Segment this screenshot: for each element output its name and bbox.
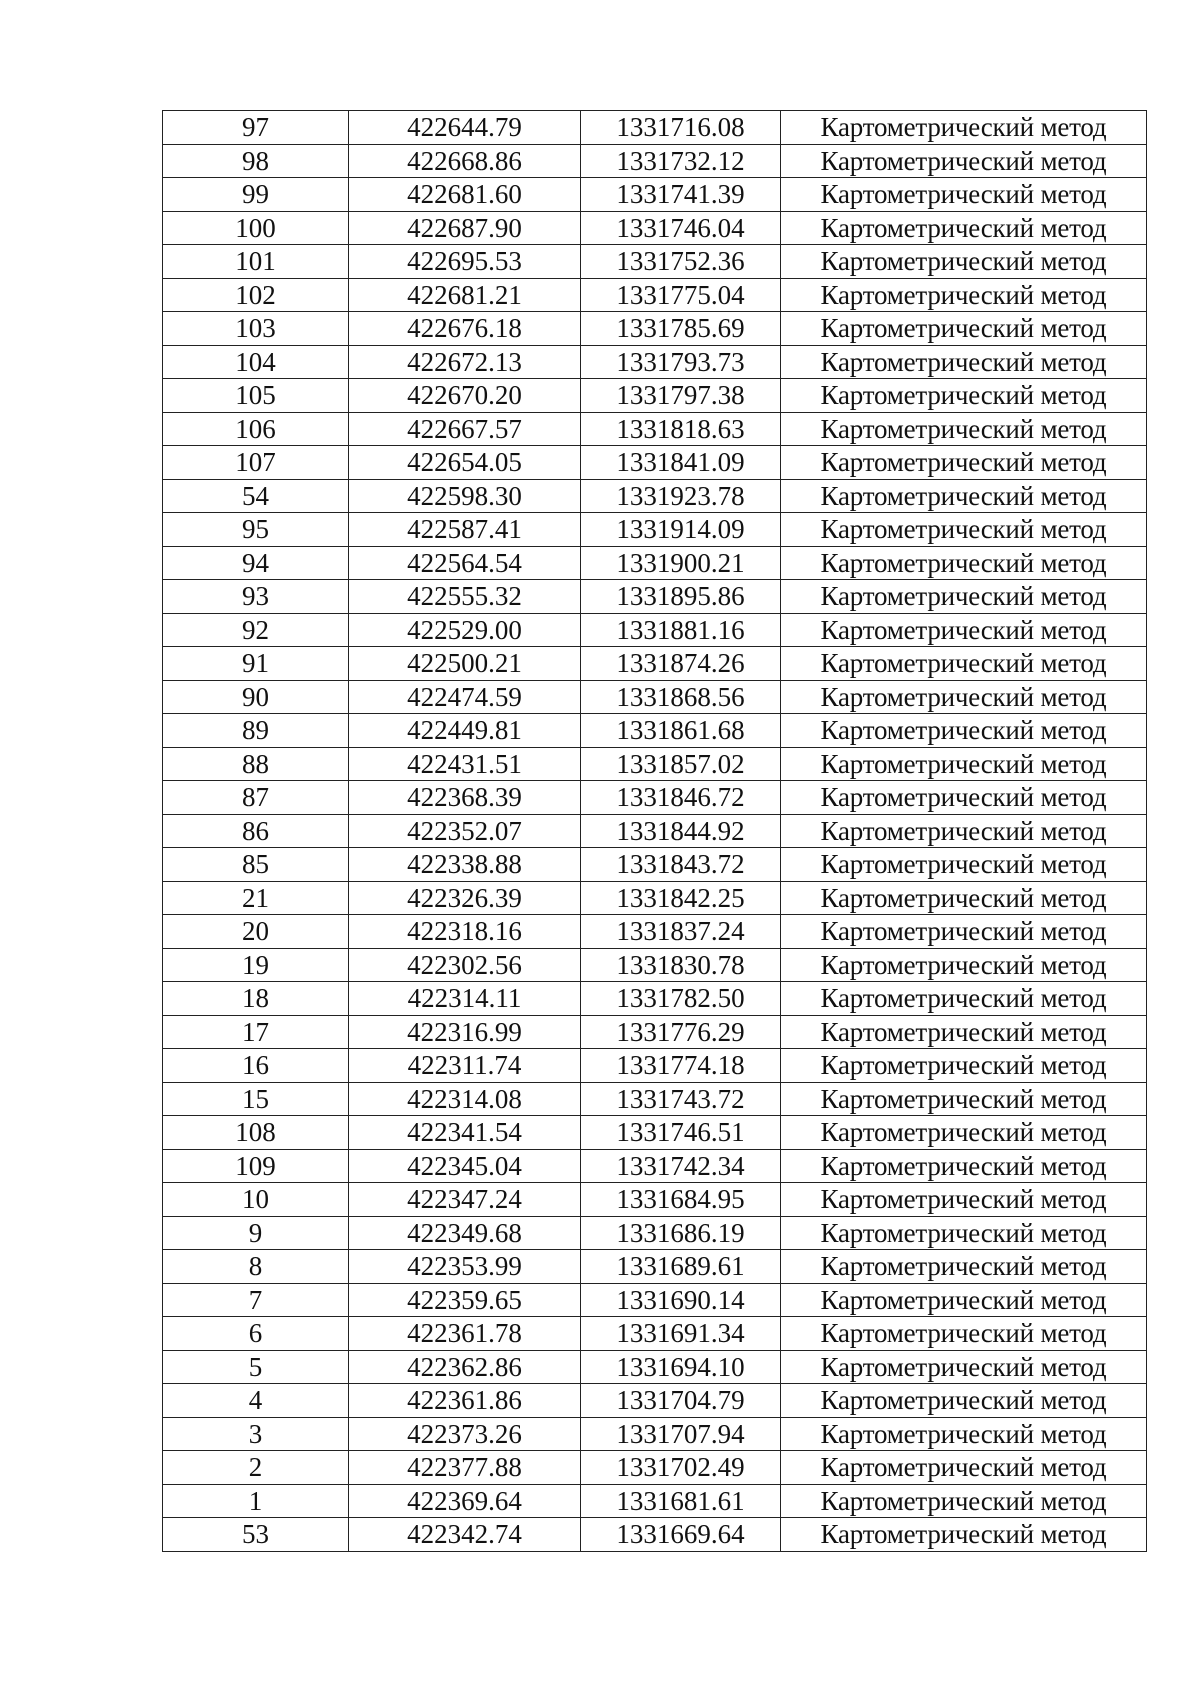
x-coordinate-cell: 422349.68 — [349, 1216, 581, 1250]
x-coordinate-cell: 422672.13 — [349, 345, 581, 379]
y-coordinate-cell: 1331746.51 — [581, 1116, 781, 1150]
point-number-cell: 102 — [163, 278, 349, 312]
method-cell: Картометрический метод — [781, 1250, 1147, 1284]
point-number-cell: 97 — [163, 111, 349, 145]
x-coordinate-cell: 422314.08 — [349, 1082, 581, 1116]
y-coordinate-cell: 1331793.73 — [581, 345, 781, 379]
table-row — [163, 1015, 1147, 1049]
x-coordinate-cell: 422361.78 — [349, 1317, 581, 1351]
point-number-cell: 86 — [163, 814, 349, 848]
x-coordinate-cell: 422352.07 — [349, 814, 581, 848]
x-coordinate-cell: 422654.05 — [349, 446, 581, 480]
point-number-cell: 93 — [163, 580, 349, 614]
x-coordinate-cell: 422670.20 — [349, 379, 581, 413]
point-number-cell: 9 — [163, 1216, 349, 1250]
table-row — [163, 1049, 1147, 1083]
method-cell: Картометрический метод — [781, 111, 1147, 145]
point-number-cell: 100 — [163, 211, 349, 245]
x-coordinate-cell: 422361.86 — [349, 1384, 581, 1418]
point-number-cell: 109 — [163, 1149, 349, 1183]
x-coordinate-cell: 422564.54 — [349, 546, 581, 580]
table-row — [163, 1451, 1147, 1485]
table-row — [163, 111, 1147, 145]
method-cell: Картометрический метод — [781, 379, 1147, 413]
y-coordinate-cell: 1331775.04 — [581, 278, 781, 312]
x-coordinate-cell: 422676.18 — [349, 312, 581, 346]
point-number-cell: 15 — [163, 1082, 349, 1116]
table-row — [163, 446, 1147, 480]
table-row — [163, 747, 1147, 781]
table-row — [163, 580, 1147, 614]
method-cell: Картометрический метод — [781, 1417, 1147, 1451]
method-cell: Картометрический метод — [781, 278, 1147, 312]
method-cell: Картометрический метод — [781, 345, 1147, 379]
method-cell: Картометрический метод — [781, 814, 1147, 848]
point-number-cell: 1 — [163, 1484, 349, 1518]
table-row — [163, 412, 1147, 446]
method-cell: Картометрический метод — [781, 211, 1147, 245]
point-number-cell: 2 — [163, 1451, 349, 1485]
method-cell: Картометрический метод — [781, 680, 1147, 714]
y-coordinate-cell: 1331844.92 — [581, 814, 781, 848]
y-coordinate-cell: 1331923.78 — [581, 479, 781, 513]
table-row — [163, 948, 1147, 982]
y-coordinate-cell: 1331684.95 — [581, 1183, 781, 1217]
point-number-cell: 103 — [163, 312, 349, 346]
method-cell: Картометрический метод — [781, 1116, 1147, 1150]
y-coordinate-cell: 1331842.25 — [581, 881, 781, 915]
method-cell: Картометрический метод — [781, 513, 1147, 547]
table-row — [163, 1283, 1147, 1317]
x-coordinate-cell: 422681.21 — [349, 278, 581, 312]
method-cell: Картометрический метод — [781, 1049, 1147, 1083]
method-cell: Картометрический метод — [781, 1518, 1147, 1552]
y-coordinate-cell: 1331741.39 — [581, 178, 781, 212]
x-coordinate-cell: 422362.86 — [349, 1350, 581, 1384]
table-row — [163, 1216, 1147, 1250]
table-row — [163, 144, 1147, 178]
method-cell: Картометрический метод — [781, 580, 1147, 614]
x-coordinate-cell: 422500.21 — [349, 647, 581, 681]
method-cell: Картометрический метод — [781, 412, 1147, 446]
y-coordinate-cell: 1331868.56 — [581, 680, 781, 714]
x-coordinate-cell: 422359.65 — [349, 1283, 581, 1317]
table-row — [163, 178, 1147, 212]
x-coordinate-cell: 422341.54 — [349, 1116, 581, 1150]
method-cell: Картометрический метод — [781, 1216, 1147, 1250]
x-coordinate-cell: 422347.24 — [349, 1183, 581, 1217]
method-cell: Картометрический метод — [781, 1384, 1147, 1418]
point-number-cell: 88 — [163, 747, 349, 781]
y-coordinate-cell: 1331686.19 — [581, 1216, 781, 1250]
y-coordinate-cell: 1331782.50 — [581, 982, 781, 1016]
x-coordinate-cell: 422345.04 — [349, 1149, 581, 1183]
point-number-cell: 89 — [163, 714, 349, 748]
point-number-cell: 5 — [163, 1350, 349, 1384]
y-coordinate-cell: 1331742.34 — [581, 1149, 781, 1183]
table-row — [163, 814, 1147, 848]
y-coordinate-cell: 1331776.29 — [581, 1015, 781, 1049]
x-coordinate-cell: 422474.59 — [349, 680, 581, 714]
method-cell: Картометрический метод — [781, 1350, 1147, 1384]
table-row — [163, 379, 1147, 413]
point-number-cell: 20 — [163, 915, 349, 949]
method-cell: Картометрический метод — [781, 948, 1147, 982]
point-number-cell: 104 — [163, 345, 349, 379]
method-cell: Картометрический метод — [781, 479, 1147, 513]
y-coordinate-cell: 1331857.02 — [581, 747, 781, 781]
table-row — [163, 1317, 1147, 1351]
point-number-cell: 18 — [163, 982, 349, 1016]
method-cell: Картометрический метод — [781, 1451, 1147, 1485]
table-row — [163, 1518, 1147, 1552]
table-row — [163, 479, 1147, 513]
point-number-cell: 105 — [163, 379, 349, 413]
point-number-cell: 85 — [163, 848, 349, 882]
x-coordinate-cell: 422314.11 — [349, 982, 581, 1016]
table-row — [163, 781, 1147, 815]
point-number-cell: 92 — [163, 613, 349, 647]
point-number-cell: 98 — [163, 144, 349, 178]
x-coordinate-cell: 422316.99 — [349, 1015, 581, 1049]
table-row — [163, 546, 1147, 580]
method-cell: Картометрический метод — [781, 178, 1147, 212]
point-number-cell: 19 — [163, 948, 349, 982]
method-cell: Картометрический метод — [781, 1317, 1147, 1351]
method-cell: Картометрический метод — [781, 915, 1147, 949]
y-coordinate-cell: 1331874.26 — [581, 647, 781, 681]
method-cell: Картометрический метод — [781, 1283, 1147, 1317]
x-coordinate-cell: 422431.51 — [349, 747, 581, 781]
point-number-cell: 6 — [163, 1317, 349, 1351]
y-coordinate-cell: 1331732.12 — [581, 144, 781, 178]
method-cell: Картометрический метод — [781, 613, 1147, 647]
method-cell: Картометрический метод — [781, 747, 1147, 781]
point-number-cell: 108 — [163, 1116, 349, 1150]
y-coordinate-cell: 1331843.72 — [581, 848, 781, 882]
y-coordinate-cell: 1331716.08 — [581, 111, 781, 145]
method-cell: Картометрический метод — [781, 1149, 1147, 1183]
method-cell: Картометрический метод — [781, 546, 1147, 580]
y-coordinate-cell: 1331746.04 — [581, 211, 781, 245]
table-row — [163, 915, 1147, 949]
table-row — [163, 211, 1147, 245]
y-coordinate-cell: 1331785.69 — [581, 312, 781, 346]
table-row — [163, 1250, 1147, 1284]
x-coordinate-cell: 422342.74 — [349, 1518, 581, 1552]
y-coordinate-cell: 1331681.61 — [581, 1484, 781, 1518]
method-cell: Картометрический метод — [781, 446, 1147, 480]
y-coordinate-cell: 1331743.72 — [581, 1082, 781, 1116]
method-cell: Картометрический метод — [781, 1015, 1147, 1049]
y-coordinate-cell: 1331818.63 — [581, 412, 781, 446]
x-coordinate-cell: 422668.86 — [349, 144, 581, 178]
x-coordinate-cell: 422302.56 — [349, 948, 581, 982]
x-coordinate-cell: 422369.64 — [349, 1484, 581, 1518]
y-coordinate-cell: 1331689.61 — [581, 1250, 781, 1284]
table-row — [163, 1417, 1147, 1451]
y-coordinate-cell: 1331830.78 — [581, 948, 781, 982]
coordinates-table — [162, 110, 1147, 1552]
y-coordinate-cell: 1331900.21 — [581, 546, 781, 580]
method-cell: Картометрический метод — [781, 245, 1147, 279]
point-number-cell: 54 — [163, 479, 349, 513]
coordinates-table-body — [163, 111, 1147, 1552]
method-cell: Картометрический метод — [781, 982, 1147, 1016]
y-coordinate-cell: 1331846.72 — [581, 781, 781, 815]
point-number-cell: 16 — [163, 1049, 349, 1083]
point-number-cell: 95 — [163, 513, 349, 547]
method-cell: Картометрический метод — [781, 848, 1147, 882]
x-coordinate-cell: 422311.74 — [349, 1049, 581, 1083]
x-coordinate-cell: 422449.81 — [349, 714, 581, 748]
method-cell: Картометрический метод — [781, 881, 1147, 915]
method-cell: Картометрический метод — [781, 1082, 1147, 1116]
table-row — [163, 312, 1147, 346]
y-coordinate-cell: 1331881.16 — [581, 613, 781, 647]
point-number-cell: 101 — [163, 245, 349, 279]
y-coordinate-cell: 1331797.38 — [581, 379, 781, 413]
table-row — [163, 1350, 1147, 1384]
x-coordinate-cell: 422681.60 — [349, 178, 581, 212]
y-coordinate-cell: 1331694.10 — [581, 1350, 781, 1384]
table-row — [163, 278, 1147, 312]
table-row — [163, 513, 1147, 547]
table-row — [163, 1082, 1147, 1116]
y-coordinate-cell: 1331774.18 — [581, 1049, 781, 1083]
table-row — [163, 1484, 1147, 1518]
x-coordinate-cell: 422373.26 — [349, 1417, 581, 1451]
x-coordinate-cell: 422318.16 — [349, 915, 581, 949]
x-coordinate-cell: 422326.39 — [349, 881, 581, 915]
x-coordinate-cell: 422353.99 — [349, 1250, 581, 1284]
y-coordinate-cell: 1331690.14 — [581, 1283, 781, 1317]
x-coordinate-cell: 422368.39 — [349, 781, 581, 815]
point-number-cell: 107 — [163, 446, 349, 480]
y-coordinate-cell: 1331702.49 — [581, 1451, 781, 1485]
method-cell: Картометрический метод — [781, 144, 1147, 178]
y-coordinate-cell: 1331704.79 — [581, 1384, 781, 1418]
y-coordinate-cell: 1331707.94 — [581, 1417, 781, 1451]
point-number-cell: 87 — [163, 781, 349, 815]
x-coordinate-cell: 422687.90 — [349, 211, 581, 245]
point-number-cell: 91 — [163, 647, 349, 681]
y-coordinate-cell: 1331691.34 — [581, 1317, 781, 1351]
table-row — [163, 245, 1147, 279]
table-row — [163, 647, 1147, 681]
y-coordinate-cell: 1331841.09 — [581, 446, 781, 480]
y-coordinate-cell: 1331895.86 — [581, 580, 781, 614]
table-row — [163, 848, 1147, 882]
point-number-cell: 106 — [163, 412, 349, 446]
table-row — [163, 1384, 1147, 1418]
y-coordinate-cell: 1331752.36 — [581, 245, 781, 279]
point-number-cell: 53 — [163, 1518, 349, 1552]
point-number-cell: 17 — [163, 1015, 349, 1049]
point-number-cell: 90 — [163, 680, 349, 714]
point-number-cell: 4 — [163, 1384, 349, 1418]
x-coordinate-cell: 422587.41 — [349, 513, 581, 547]
point-number-cell: 8 — [163, 1250, 349, 1284]
y-coordinate-cell: 1331914.09 — [581, 513, 781, 547]
x-coordinate-cell: 422695.53 — [349, 245, 581, 279]
table-row — [163, 345, 1147, 379]
point-number-cell: 3 — [163, 1417, 349, 1451]
x-coordinate-cell: 422598.30 — [349, 479, 581, 513]
y-coordinate-cell: 1331861.68 — [581, 714, 781, 748]
method-cell: Картометрический метод — [781, 1484, 1147, 1518]
table-row — [163, 613, 1147, 647]
point-number-cell: 99 — [163, 178, 349, 212]
method-cell: Картометрический метод — [781, 1183, 1147, 1217]
table-row — [163, 1149, 1147, 1183]
method-cell: Картометрический метод — [781, 647, 1147, 681]
x-coordinate-cell: 422644.79 — [349, 111, 581, 145]
y-coordinate-cell: 1331669.64 — [581, 1518, 781, 1552]
point-number-cell: 10 — [163, 1183, 349, 1217]
point-number-cell: 94 — [163, 546, 349, 580]
method-cell: Картометрический метод — [781, 781, 1147, 815]
point-number-cell: 21 — [163, 881, 349, 915]
x-coordinate-cell: 422667.57 — [349, 412, 581, 446]
x-coordinate-cell: 422377.88 — [349, 1451, 581, 1485]
table-row — [163, 881, 1147, 915]
y-coordinate-cell: 1331837.24 — [581, 915, 781, 949]
table-row — [163, 1183, 1147, 1217]
x-coordinate-cell: 422555.32 — [349, 580, 581, 614]
table-row — [163, 714, 1147, 748]
method-cell: Картометрический метод — [781, 714, 1147, 748]
point-number-cell: 7 — [163, 1283, 349, 1317]
table-row — [163, 982, 1147, 1016]
x-coordinate-cell: 422338.88 — [349, 848, 581, 882]
method-cell: Картометрический метод — [781, 312, 1147, 346]
table-row — [163, 680, 1147, 714]
table-row — [163, 1116, 1147, 1150]
x-coordinate-cell: 422529.00 — [349, 613, 581, 647]
